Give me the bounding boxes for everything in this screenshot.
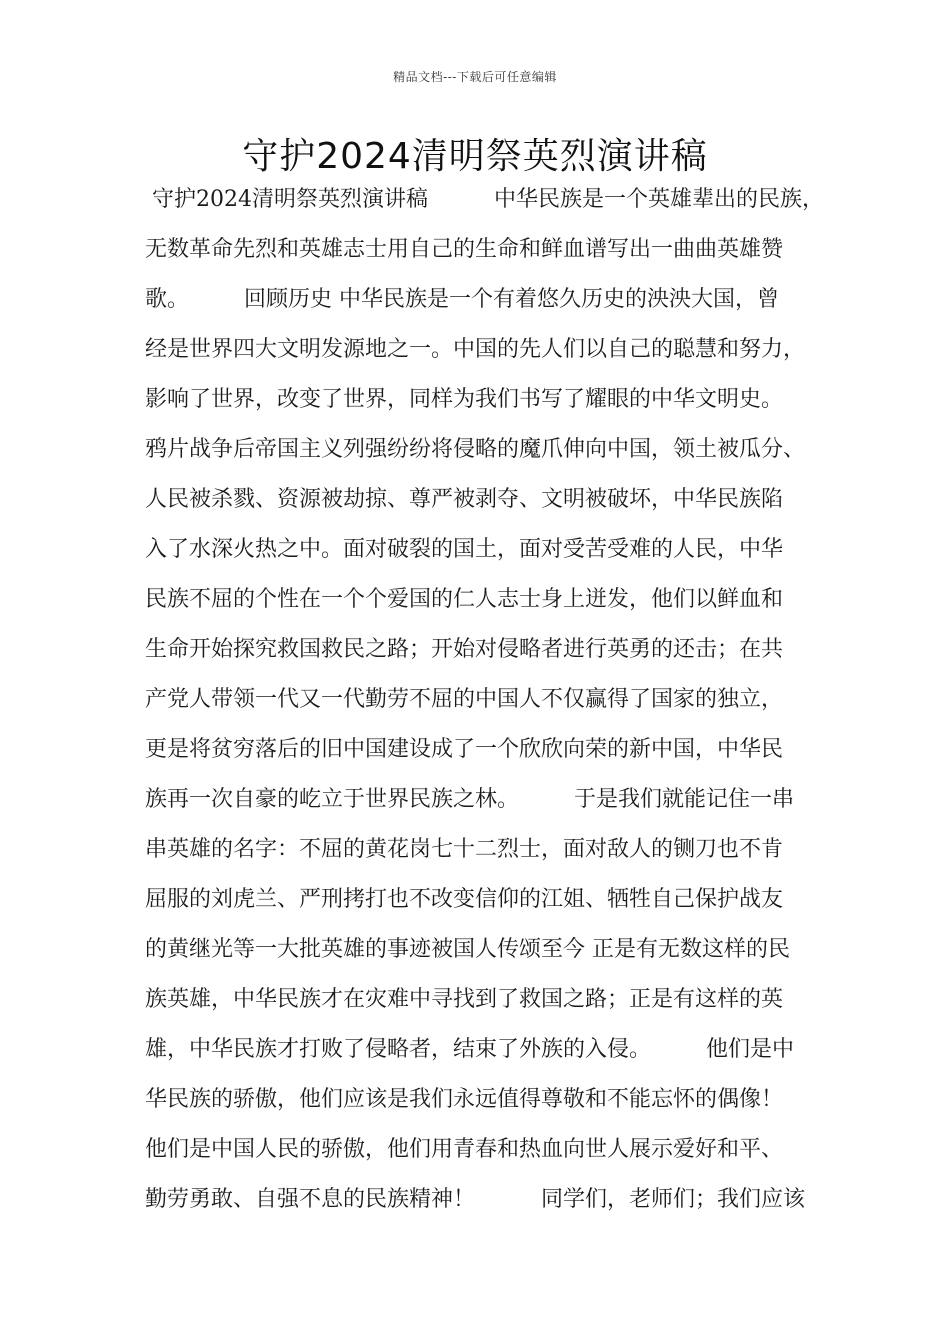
body-line: 族再一次自豪的屹立于世界民族之林。 于是我们就能记住一串 [145,787,795,812]
body-line: 产党人带领一代又一代勤劳不屈的中国人不仅赢得了国家的独立， [145,687,784,712]
body-line: 经是世界四大文明发源地之一。中国的先人们以自己的聪慧和努力， [145,337,806,362]
body-line: 勤劳勇敢、自强不息的民族精神！ 同学们，老师们；我们应该 [145,1187,806,1212]
body-line: 鸦片战争后帝国主义列强纷纷将侵略的魔爪伸向中国，领土被瓜分、 [145,437,806,462]
body-line: 生命开始探究救国救民之路；开始对侵略者进行英勇的还击；在共 [145,637,784,662]
body-line: 无数革命先烈和英雄志士用自己的生命和鲜血谱写出一曲曲英雄赞 [145,237,784,262]
body-line: 民族不屈的个性在一个个爱国的仁人志士身上迸发，他们以鲜血和 [145,587,784,612]
body-line: 的黄继光等一大批英雄的事迹被国人传颂至今 正是有无数这样的民 [145,937,790,962]
body-line: 歌。 回顾历史 中华民族是一个有着悠久历史的泱泱大国，曾 [145,287,779,312]
body-line: 屈服的刘虎兰、严刑拷打也不改变信仰的江姐、牺牲自己保护战友 [145,887,784,912]
body-line: 更是将贫穷落后的旧中国建设成了一个欣欣向荣的新中国，中华民 [145,737,784,762]
header-note: 精品文档---下载后可任意编辑 [393,70,557,84]
body-line: 雄，中华民族才打败了侵略者，结束了外族的入侵。 他们是中 [145,1037,795,1062]
body-line: 守护2024清明祭英烈演讲稿 中华民族是一个英雄辈出的民族， [145,187,824,212]
body-line: 他们是中国人民的骄傲，他们用青春和热血向世人展示爱好和平、 [145,1137,784,1162]
body-line: 入了水深火热之中。面对破裂的国土，面对受苦受难的人民，中华 [145,537,784,562]
document-title: 守护2024清明祭英烈演讲稿 [242,136,708,177]
body-line: 影响了世界，改变了世界，同样为我们书写了耀眼的中华文明史。 [145,387,784,412]
body-line: 人民被杀戮、资源被劫掠、尊严被剥夺、文明被破坏，中华民族陷 [145,487,784,512]
body-line: 华民族的骄傲，他们应该是我们永远值得尊敬和不能忘怀的偶像！ [145,1087,784,1112]
document-body [145,182,835,1232]
body-line: 族英雄，中华民族才在灾难中寻找到了救国之路；正是有这样的英 [145,987,784,1012]
body-line: 串英雄的名字：不屈的黄花岗七十二烈士，面对敌人的铡刀也不肯 [145,837,784,862]
